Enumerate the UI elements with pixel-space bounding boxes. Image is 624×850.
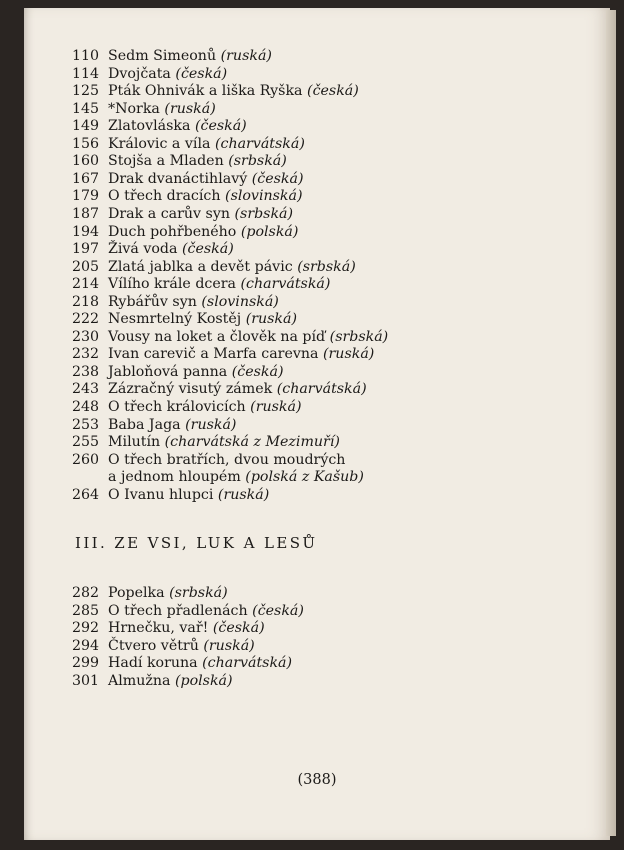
entry-page-number: 125 bbox=[72, 83, 100, 100]
entry-title bbox=[108, 584, 228, 602]
entry-page-number: 301 bbox=[72, 673, 100, 689]
entry-page-number: 232 bbox=[72, 346, 100, 363]
entry-title-text: O Ivanu hlupci bbox=[108, 486, 214, 503]
entry-page-number: 167 bbox=[72, 170, 100, 187]
entry-title bbox=[108, 398, 302, 416]
entry-title-text: O třech dracích bbox=[108, 188, 221, 205]
entry-page-number: 197 bbox=[72, 241, 100, 258]
entry-title-text: Zázračný visutý zámek bbox=[108, 381, 273, 398]
entry-origin: (ruská) bbox=[245, 311, 298, 328]
book-page bbox=[24, 8, 610, 840]
entry-title bbox=[108, 380, 367, 398]
entry-title-text: O třech bratřích, dvou moudrých bbox=[108, 451, 346, 468]
entry-origin: (srbská) bbox=[228, 153, 287, 170]
entry-title bbox=[108, 117, 247, 135]
entry-title bbox=[108, 672, 233, 690]
entry-title-text: *Norka bbox=[108, 100, 160, 117]
entry-page-number: 110 bbox=[72, 48, 100, 64]
entry-title-text: Vílího krále dcera bbox=[108, 276, 236, 293]
entry-title bbox=[108, 100, 216, 118]
entry-page-number: 156 bbox=[72, 135, 100, 152]
entry-origin: (česká) bbox=[182, 241, 234, 258]
entry-origin: (srbská) bbox=[169, 585, 228, 601]
entry-page-number: 149 bbox=[72, 118, 100, 135]
entry-title bbox=[108, 654, 292, 672]
entry-title-text: Hadí koruna bbox=[108, 655, 198, 672]
entry-title-text: a jednom hloupém bbox=[108, 469, 241, 486]
entry-title bbox=[108, 275, 330, 293]
entry-origin: (charvátská) bbox=[276, 381, 367, 398]
entry-title-text: Dvojčata bbox=[108, 65, 171, 82]
entry-page-number: 179 bbox=[72, 188, 100, 205]
entry-title bbox=[108, 416, 236, 434]
entry-origin: (charvátská) bbox=[214, 135, 305, 152]
page-number: (388) bbox=[297, 772, 337, 788]
entry-page-number: 253 bbox=[72, 416, 100, 433]
entry-origin: (charvátská) bbox=[202, 655, 293, 672]
entry-origin: (ruská) bbox=[217, 486, 270, 503]
entry-title-text: Popelka bbox=[108, 585, 165, 601]
entry-title bbox=[108, 223, 298, 241]
entry-title bbox=[108, 258, 356, 276]
entry-page-number: 194 bbox=[72, 223, 100, 240]
entry-title-text: Vousy na loket a člověk na píď bbox=[108, 328, 326, 345]
entry-title-text: Almužna bbox=[108, 673, 171, 689]
entry-title bbox=[108, 345, 374, 363]
entry-page-number: 260 bbox=[72, 451, 100, 468]
entry-title bbox=[108, 328, 388, 346]
entry-title bbox=[108, 170, 304, 188]
entry-title bbox=[108, 468, 364, 486]
entry-page-number: 160 bbox=[72, 153, 100, 170]
entry-title-text: Milutín bbox=[108, 434, 161, 451]
entry-origin: (srbská) bbox=[234, 205, 294, 222]
entry-title bbox=[108, 310, 297, 328]
entry-origin: (srbská) bbox=[329, 328, 389, 345]
entry-title bbox=[108, 187, 303, 205]
entry-origin: (polská) bbox=[240, 223, 299, 240]
entry-origin: (česká) bbox=[175, 65, 228, 82]
entry-title-text: Sedm Simeonů bbox=[108, 48, 217, 64]
entry-page-number: 255 bbox=[72, 434, 100, 451]
entry-title-text: Rybářův syn bbox=[108, 293, 197, 310]
entry-title-text: Ivan carevič a Marfa carevna bbox=[108, 346, 319, 363]
entry-page-number: 248 bbox=[72, 399, 100, 415]
page-edge bbox=[606, 10, 616, 836]
entry-title bbox=[108, 152, 287, 170]
entry-page-number: 187 bbox=[72, 205, 100, 222]
entry-title bbox=[108, 65, 227, 83]
section-heading: III. ZE VSI, LUK A LESŮ bbox=[75, 534, 318, 552]
entry-title-text: Hrnečku, vař! bbox=[108, 620, 209, 637]
entry-origin: (česká) bbox=[212, 620, 265, 637]
entry-page-number: 294 bbox=[72, 637, 100, 654]
entry-title-text: Nesmrtelný Kostěj bbox=[108, 311, 242, 328]
entry-title-text: Stojša a Mladen bbox=[108, 153, 224, 170]
entry-title-text: Jabloňová panna bbox=[108, 363, 228, 380]
entry-title bbox=[108, 363, 284, 381]
entry-page-number: 285 bbox=[72, 602, 100, 619]
entry-origin: (slovinská) bbox=[201, 293, 279, 310]
entry-title-text: Čtvero větrů bbox=[108, 637, 199, 654]
entry-origin: (charvátská z Mezimuří) bbox=[164, 434, 340, 451]
entry-origin: (ruská) bbox=[322, 346, 375, 363]
entry-origin: (česká) bbox=[231, 363, 284, 380]
entry-origin: (česká) bbox=[307, 83, 359, 100]
entry-title bbox=[108, 135, 305, 153]
entry-title bbox=[108, 619, 265, 637]
entry-origin: (polská) bbox=[174, 673, 233, 689]
entry-title bbox=[108, 433, 340, 451]
entry-title-text: Pták Ohnivák a liška Ryška bbox=[108, 83, 303, 100]
entry-page-number: 299 bbox=[72, 655, 100, 672]
entry-title bbox=[108, 293, 279, 311]
entry-page-number: 238 bbox=[72, 363, 100, 380]
entry-origin: (česká) bbox=[251, 170, 304, 187]
entry-title bbox=[108, 240, 234, 258]
entry-title bbox=[108, 451, 345, 469]
entry-title-text: Královic a víla bbox=[108, 135, 211, 152]
entry-page-number: 292 bbox=[72, 620, 100, 637]
entry-page-number: 264 bbox=[72, 486, 100, 503]
entry-page-number: 205 bbox=[72, 258, 100, 275]
entry-origin: (ruská) bbox=[164, 100, 216, 117]
entry-title bbox=[108, 205, 293, 223]
entry-title-text: Živá voda bbox=[108, 241, 178, 258]
entry-title bbox=[108, 47, 272, 65]
entry-origin: (slovinská) bbox=[225, 188, 303, 205]
entry-page-number: 222 bbox=[72, 311, 100, 328]
entry-page-number: 214 bbox=[72, 276, 100, 293]
entry-title bbox=[108, 82, 359, 100]
entry-origin: (charvátská) bbox=[240, 276, 331, 293]
entry-page-number: 243 bbox=[72, 381, 100, 398]
entry-page-number: 218 bbox=[72, 293, 100, 310]
entry-page-number: 114 bbox=[72, 65, 100, 82]
entry-title-text: O třech královicích bbox=[108, 399, 246, 415]
entry-title-text: Baba Jaga bbox=[108, 416, 181, 433]
entry-title bbox=[108, 637, 255, 655]
entry-origin: (polská z Kašub) bbox=[245, 469, 364, 486]
entry-title-text: Duch pohřbeného bbox=[108, 223, 237, 240]
entry-title bbox=[108, 486, 269, 504]
entry-origin: (ruská) bbox=[185, 416, 237, 433]
entry-origin: (ruská) bbox=[250, 399, 302, 415]
entry-title bbox=[108, 602, 304, 620]
entry-page-number: 230 bbox=[72, 328, 100, 345]
entry-origin: (česká) bbox=[252, 602, 304, 619]
entry-title-text: Zlatá jablka a devět pávic bbox=[108, 258, 293, 275]
entry-title-text: Drak dvanáctihlavý bbox=[108, 170, 248, 187]
entry-title-text: Drak a carův syn bbox=[108, 205, 230, 222]
entry-title-text: O třech přadlenách bbox=[108, 602, 248, 619]
entry-origin: (ruská) bbox=[203, 637, 255, 654]
entry-page-number: 145 bbox=[72, 100, 100, 117]
entry-origin: (ruská) bbox=[220, 48, 272, 64]
entry-origin: (srbská) bbox=[297, 258, 356, 275]
entry-origin: (česká) bbox=[194, 118, 247, 135]
entry-title-text: Zlatovláska bbox=[108, 118, 191, 135]
entry-page-number: 282 bbox=[72, 585, 100, 601]
